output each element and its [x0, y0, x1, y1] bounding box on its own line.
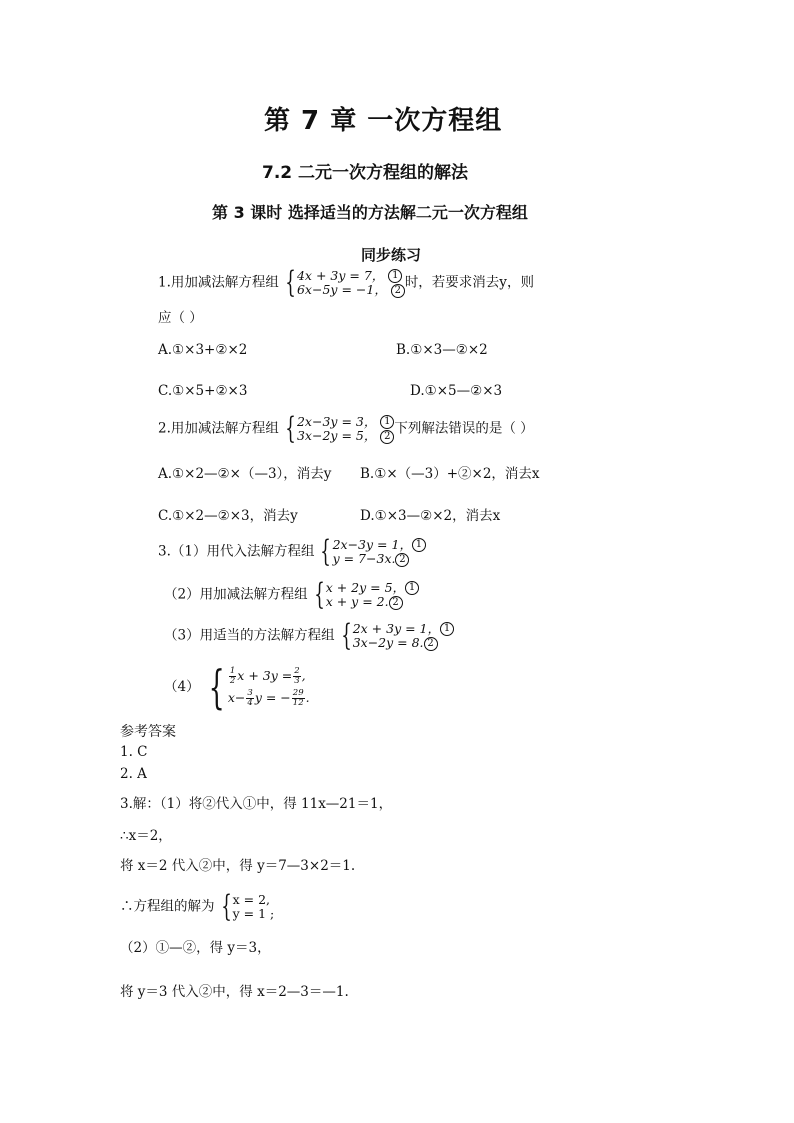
- answer-solution-prefix: ∴方程组的解为: [120, 898, 215, 915]
- q3-p2-brace: {: [313, 577, 325, 612]
- section-title: 7.2 二元一次方程组的解法: [262, 163, 469, 183]
- q3-p2-system: [310, 577, 419, 612]
- q3-p3-eq1: 2x + 3y = 1， 1: [353, 622, 454, 637]
- q3-p3-prefix: （3）用适当的方法解方程组: [164, 627, 335, 644]
- q3-p2-mark1: 1: [405, 581, 419, 595]
- answer-solution-eq1: x = 2,: [232, 892, 270, 907]
- q2-mark2: 2: [380, 430, 394, 444]
- q3-p1-brace: {: [320, 534, 332, 569]
- q2-option-c: C.①×2—②×3，消去y: [158, 508, 298, 524]
- answer-3-line-5: （2）①—②，得 y＝3，: [120, 940, 271, 956]
- q2-option-a: A.①×2—②×（—3），消去y: [158, 466, 332, 482]
- q2-eq1: 2x−3y = 3， 1: [297, 415, 394, 430]
- q1-mark2: 2: [391, 284, 405, 298]
- q3-p3-mark1: 1: [440, 622, 454, 636]
- q1-option-b: B.①×3—②×2: [396, 342, 488, 358]
- q3-p3-mark2: 2: [424, 637, 438, 651]
- q3-p2-prefix: （2）用加减法解方程组: [164, 586, 308, 603]
- q3-p1-system: [316, 534, 425, 569]
- q3-part-1: [158, 534, 426, 569]
- q3-p4-brace: {: [208, 660, 225, 714]
- q3-p2-eq2: x + y = 2. 2: [326, 595, 419, 610]
- q1-brace: {: [285, 265, 296, 300]
- q3-part-2: [164, 577, 419, 612]
- q1-system: [281, 265, 405, 300]
- q3-p1-prefix: 3.（1）用代入法解方程组: [158, 543, 315, 560]
- q3-p4-prefix: （4）: [164, 679, 200, 695]
- q3-p3-brace: {: [340, 618, 352, 653]
- answer-3-line-6: 将 y＝3 代入②中，得 x＝2—3＝—1.: [120, 984, 349, 1000]
- q3-p2-eq1: x + 2y = 5， 1: [326, 581, 419, 596]
- q3-p4-system: [202, 660, 310, 714]
- q2-brace: {: [285, 411, 296, 446]
- answer-solution-eq2: y = 1 ;: [232, 906, 275, 921]
- q1-continuation: 应（ ）: [158, 310, 203, 326]
- question-2: [158, 411, 534, 446]
- q3-part-4: [164, 660, 310, 714]
- q2-suffix: 下列解法错误的是（ ）: [394, 420, 534, 437]
- q1-prefix: 1.用加减法解方程组: [158, 274, 279, 291]
- q3-p3-eq2: 3x−2y = 8. 2: [353, 636, 454, 651]
- chapter-title: 第 7 章 一次方程组: [264, 106, 503, 136]
- q2-option-d: D.①×3—②×2，消去x: [360, 508, 501, 524]
- q3-p1-mark2: 2: [395, 553, 409, 567]
- q1-option-c: C.①×5+②×3: [158, 383, 248, 399]
- answer-3-line-2: ∴x＝2，: [120, 828, 172, 844]
- answer-solution-system: [217, 889, 275, 924]
- q2-prefix: 2.用加减法解方程组: [158, 420, 279, 437]
- q3-p3-system: [337, 618, 454, 653]
- q2-eq2: 3x−2y = 5， 2: [297, 429, 394, 444]
- q1-mark1: 1: [388, 269, 402, 283]
- q1-eq2: 6x−5y = −1， 2: [297, 283, 405, 298]
- q2-system: [281, 411, 394, 446]
- q3-p1-eq2: y = 7−3x. 2: [333, 552, 426, 567]
- q3-p4-eq1: $\frac{1}{2}$ x + 3y = $\frac{2}{3}$ ,: [229, 666, 306, 686]
- q1-option-a: A.①×3+②×2: [158, 342, 248, 358]
- answers-heading: 参考答案: [120, 724, 176, 740]
- q3-p2-mark2: 2: [389, 596, 403, 610]
- q3-p1-eq1: 2x−3y = 1， 1: [333, 538, 426, 553]
- q3-part-3: [164, 618, 454, 653]
- q1-suffix: 时，若要求消去y，则: [404, 274, 534, 291]
- q1-eq1: 4x + 3y = 7， 1: [297, 269, 405, 284]
- answer-3-line-4: [120, 889, 275, 924]
- q3-p4-eq2: x− $\frac{3}{4}$ y = − $\frac{29}{12}$ .: [227, 688, 310, 708]
- question-1: [158, 265, 534, 300]
- answer-3-line-3: 将 x＝2 代入②中，得 y＝7—3×2＝1.: [120, 858, 356, 874]
- answer-3-line-1: 3.解：（1）将②代入①中，得 11x—21＝1，: [120, 796, 393, 812]
- answer-solution-brace: {: [220, 889, 232, 924]
- q3-p1-mark1: 1: [412, 538, 426, 552]
- q2-mark1: 1: [380, 415, 394, 429]
- q2-option-b: B.①×（—3）+②×2，消去x: [360, 466, 540, 482]
- answer-1: 1. C: [120, 744, 148, 760]
- q1-option-d: D.①×5—②×3: [410, 383, 503, 399]
- answer-2: 2. A: [120, 766, 147, 782]
- practice-heading: 同步练习: [361, 246, 422, 264]
- lesson-title: 第 3 课时 选择适当的方法解二元一次方程组: [212, 203, 528, 222]
